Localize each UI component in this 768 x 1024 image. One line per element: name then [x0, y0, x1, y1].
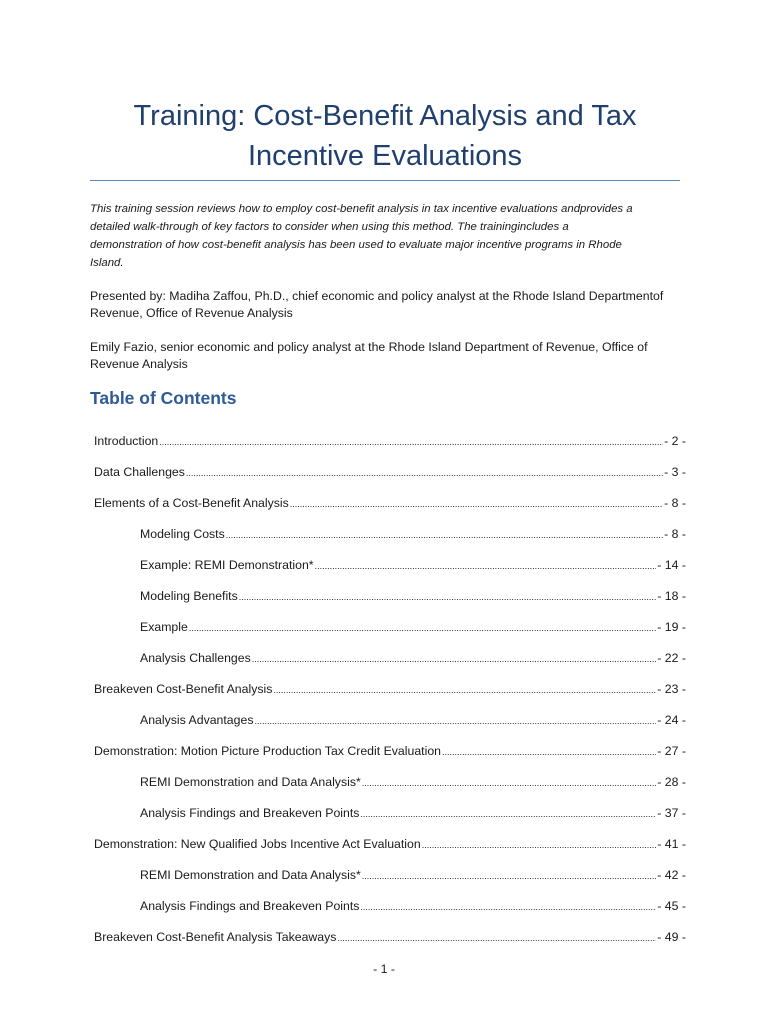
presenter-paragraph: Presented by: Madiha Zaffou, Ph.D., chief economic and policy analyst at the Rhode Island Departmentof Revenue, Office of Revenue Analysis: [90, 289, 664, 320]
toc-leader-dots: [362, 775, 657, 791]
toc-leader-dots: [254, 713, 656, 729]
toc-entry-page: - 22 -: [657, 651, 686, 665]
toc-entry-label: Demonstration: Motion Picture Production Tax Credit Evaluation: [94, 744, 441, 758]
toc-leader-dots: [239, 589, 657, 605]
page-number: - 1 -: [373, 962, 395, 976]
toc-leader-dots: [159, 434, 663, 450]
toc-entry[interactable]: [140, 557, 686, 574]
toc-entry-label: Elements of a Cost-Benefit Analysis: [94, 496, 289, 510]
toc-leader-dots: [442, 744, 656, 760]
toc-entry-label: Introduction: [94, 434, 159, 448]
toc-entry[interactable]: [94, 681, 686, 698]
toc-entry-page: - 3 -: [664, 465, 686, 479]
toc-entry-label: Analysis Challenges: [140, 651, 251, 665]
toc-leader-dots: [337, 930, 656, 946]
toc-entry[interactable]: [140, 867, 686, 884]
toc-entry-page: - 14 -: [657, 558, 686, 572]
toc-entry-page: - 28 -: [657, 775, 686, 789]
toc-entry[interactable]: [140, 898, 686, 915]
toc-entry-label: Data Challenges: [94, 465, 185, 479]
toc-entry[interactable]: [94, 836, 686, 853]
toc-entry-page: - 45 -: [657, 899, 686, 913]
toc-entry[interactable]: [140, 650, 686, 667]
title-divider: [90, 180, 680, 181]
toc-entry-page: - 27 -: [657, 744, 686, 758]
toc-entry-label: REMI Demonstration and Data Analysis*: [140, 868, 361, 882]
toc-entry-page: - 42 -: [657, 868, 686, 882]
toc-entry-page: - 49 -: [657, 930, 686, 944]
toc-entry-label: REMI Demonstration and Data Analysis*: [140, 775, 361, 789]
toc-entry-page: - 2 -: [664, 434, 686, 448]
toc-entry[interactable]: [140, 526, 686, 543]
toc-leader-dots: [315, 558, 657, 574]
toc-entry-page: - 19 -: [657, 620, 686, 634]
toc-entry[interactable]: [140, 712, 686, 729]
toc-entry[interactable]: [140, 619, 686, 636]
toc-entry-page: - 41 -: [657, 837, 686, 851]
toc-entry-page: - 8 -: [664, 527, 686, 541]
toc-leader-dots: [360, 899, 656, 915]
toc-entry-page: - 8 -: [664, 496, 686, 510]
toc-entry-label: Example: [140, 620, 188, 634]
toc-leader-dots: [422, 837, 657, 853]
toc-entry[interactable]: [140, 588, 686, 605]
toc-entry-label: Analysis Advantages: [140, 713, 254, 727]
toc-entry[interactable]: [94, 929, 686, 946]
document-title: [90, 96, 680, 176]
toc-entry-label: Analysis Findings and Breakeven Points: [140, 899, 360, 913]
toc-leader-dots: [362, 868, 657, 884]
toc-entry-label: Analysis Findings and Breakeven Points: [140, 806, 360, 820]
toc-entry[interactable]: [94, 433, 686, 450]
co-presenter-paragraph: Emily Fazio, senior economic and policy analyst at the Rhode Island Department of Revenue, Office of Revenue Analysis: [90, 340, 648, 371]
toc-entry[interactable]: [94, 743, 686, 760]
toc-entry[interactable]: [94, 495, 686, 512]
toc-entry[interactable]: [140, 774, 686, 791]
title-line-1: Training: Cost-Benefit Analysis and Tax: [133, 100, 637, 132]
toc-leader-dots: [226, 527, 663, 543]
toc-heading: Table of Contents: [90, 388, 237, 408]
toc-entry[interactable]: [94, 464, 686, 481]
toc-entry-page: - 37 -: [657, 806, 686, 820]
toc-leader-dots: [252, 651, 657, 667]
toc-entry-page: - 18 -: [657, 589, 686, 603]
toc-entry-label: Modeling Costs: [140, 527, 225, 541]
toc-leader-dots: [186, 465, 663, 481]
toc-entry-label: Breakeven Cost-Benefit Analysis Takeaways: [94, 930, 337, 944]
toc-entry-page: - 24 -: [657, 713, 686, 727]
toc-entry-label: Example: REMI Demonstration*: [140, 558, 314, 572]
toc-entry-page: - 23 -: [657, 682, 686, 696]
toc-entry-label: Demonstration: New Qualified Jobs Incentive Act Evaluation: [94, 837, 421, 851]
toc-leader-dots: [189, 620, 656, 636]
toc-leader-dots: [360, 806, 656, 822]
title-line-2: Incentive Evaluations: [247, 140, 523, 172]
toc-entry-label: Breakeven Cost-Benefit Analysis: [94, 682, 273, 696]
toc-leader-dots: [273, 682, 656, 698]
toc-entry-label: Modeling Benefits: [140, 589, 238, 603]
intro-paragraph: This training session reviews how to employ cost-benefit analysis in tax incentive evaluations andprovides a detailed walk-through of key factors to consider when using this method. The trainingincludes a demonstration of how cost-benefit analysis has been used to evaluate major incentive programs in Rhode Island.: [90, 203, 633, 269]
toc-entry[interactable]: [140, 805, 686, 822]
toc-leader-dots: [290, 496, 663, 512]
